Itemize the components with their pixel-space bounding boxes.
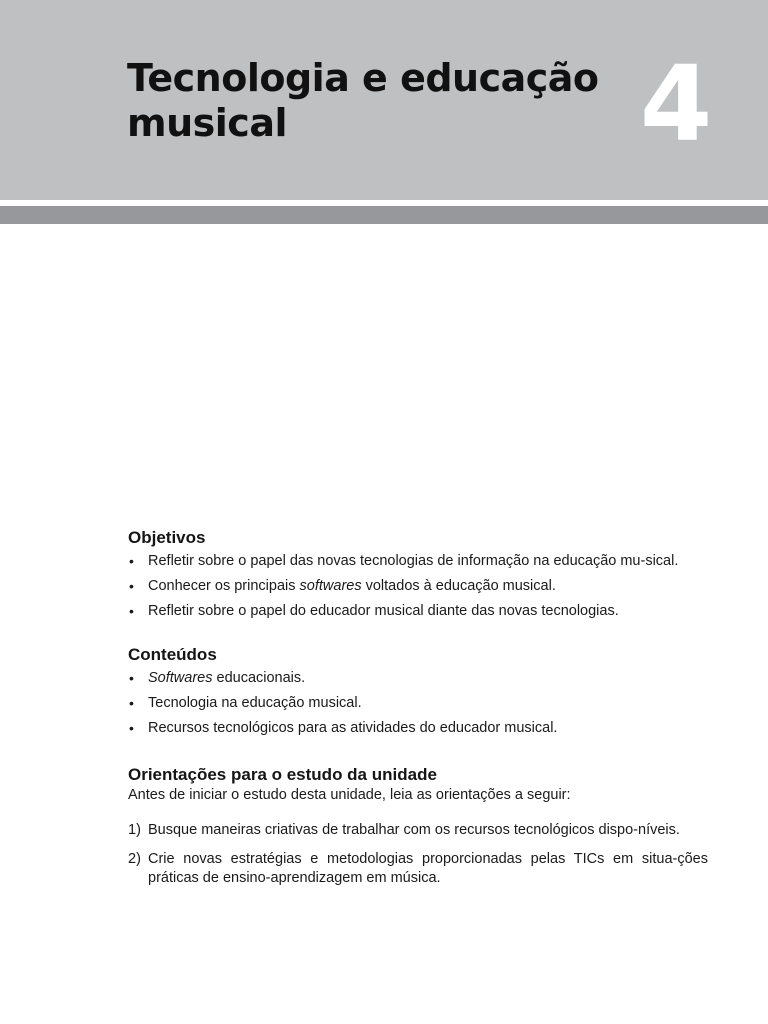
list-item-number: 1) [128,822,141,838]
list-item-text: Refletir sobre o papel das novas tecnologias de informação na educação mu-sical. [148,553,679,569]
list-item-text-pre: Conhecer os principais [148,578,300,594]
list-item [128,850,708,888]
list-item-text-italic: Softwares [148,670,213,686]
list-item-text: Refletir sobre o papel do educador musical diante das novas tecnologias. [148,603,619,619]
objetivos-list [128,552,708,621]
list-item-number: 2) [128,851,141,867]
bullet-icon: • [129,578,134,594]
orientacoes-list [128,821,708,888]
header-divider-stripe [0,206,768,224]
orientacoes-intro: Antes de iniciar o estudo desta unidade, leia as orientações a seguir: [128,787,571,803]
conteudos-heading: Conteúdos [128,645,217,664]
list-item [128,552,708,571]
list-item-text: Crie novas estratégias e metodologias proporcionadas pelas TICs em situa-ções práticas de ensino-aprendizagem em música. [148,851,708,886]
bullet-icon: • [129,553,134,569]
list-item-text: Tecnologia na educação musical. [148,695,362,711]
unit-overview [128,527,708,898]
objetivos-heading: Objetivos [128,528,206,547]
bullet-icon: • [129,603,134,619]
bullet-icon: • [129,695,134,711]
list-item [128,719,708,738]
conteudos-list [128,669,708,738]
orientacoes-heading: Orientações para o estudo da unidade [128,765,437,784]
list-item-text-post: voltados à educação musical. [361,578,556,594]
bullet-icon: • [129,670,134,686]
chapter-title: Tecnologia e educação musical [127,56,599,145]
bullet-icon: • [129,720,134,736]
chapter-number: 4 [639,43,713,165]
list-item [128,602,708,621]
list-item-text: Recursos tecnológicos para as atividades do educador musical. [148,720,558,736]
list-item [128,669,708,688]
list-item-text: Busque maneiras criativas de trabalhar com os recursos tecnológicos dispo-níveis. [148,822,680,838]
list-item [128,694,708,713]
list-item [128,577,708,596]
list-item-text-italic: softwares [299,578,362,594]
list-item [128,821,708,840]
list-item-text-post: educacionais. [212,670,306,686]
